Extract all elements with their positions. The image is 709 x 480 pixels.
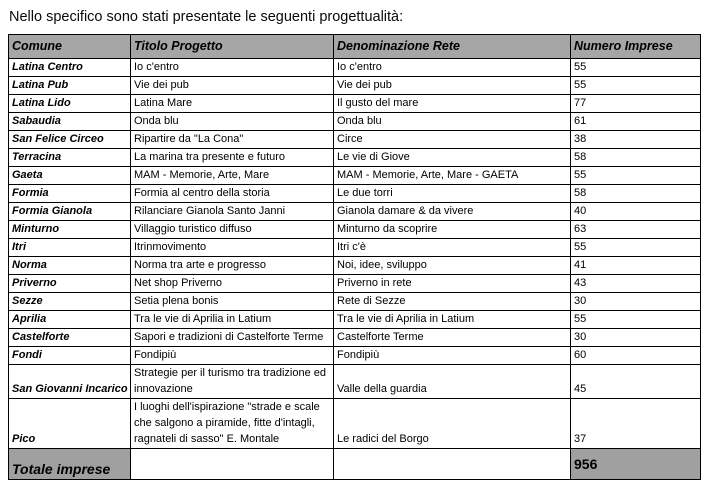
table-row (9, 95, 701, 113)
comune-cell: Sabaudia (9, 113, 131, 131)
table-row (9, 185, 701, 203)
imprese-cell: 77 (571, 95, 701, 113)
table-row (9, 221, 701, 239)
comune-cell: San Giovanni Incarico (9, 365, 131, 399)
imprese-cell: 55 (571, 77, 701, 95)
rete-cell: MAM - Memorie, Arte, Mare - GAETA (334, 167, 571, 185)
imprese-cell: 30 (571, 293, 701, 311)
titolo-cell: Strategie per il turismo tra tradizione ed innovazione (131, 365, 334, 399)
titolo-cell: Norma tra arte e progresso (131, 257, 334, 275)
titolo-cell: Itrinmovimento (131, 239, 334, 257)
rete-cell: Vie dei pub (334, 77, 571, 95)
comune-cell: Formia Gianola (9, 203, 131, 221)
rete-cell: Noi, idee, sviluppo (334, 257, 571, 275)
table-row (9, 329, 701, 347)
imprese-cell: 41 (571, 257, 701, 275)
titolo-cell: Latina Mare (131, 95, 334, 113)
titolo-cell: Villaggio turistico diffuso (131, 221, 334, 239)
rete-cell: Il gusto del mare (334, 95, 571, 113)
table-row (9, 365, 701, 399)
table-row (9, 113, 701, 131)
rete-cell: Priverno in rete (334, 275, 571, 293)
comune-cell: Aprilia (9, 311, 131, 329)
comune-cell: Fondi (9, 347, 131, 365)
table-row (9, 131, 701, 149)
titolo-cell: Io c'entro (131, 59, 334, 77)
rete-cell: Rete di Sezze (334, 293, 571, 311)
comune-cell: Castelforte (9, 329, 131, 347)
header-comune: Comune (9, 35, 131, 59)
total-value: 956 (571, 449, 701, 480)
comune-cell: Terracina (9, 149, 131, 167)
titolo-cell: Ripartire da "La Cona" (131, 131, 334, 149)
comune-cell: Latina Lido (9, 95, 131, 113)
total-label: Totale imprese (9, 449, 131, 480)
rete-cell: Itri c'è (334, 239, 571, 257)
header-denominazione-rete: Denominazione Rete (334, 35, 571, 59)
imprese-cell: 38 (571, 131, 701, 149)
imprese-cell: 55 (571, 167, 701, 185)
rete-cell: Tra le vie di Aprilia in Latium (334, 311, 571, 329)
rete-cell: Minturno da scoprire (334, 221, 571, 239)
imprese-cell: 30 (571, 329, 701, 347)
titolo-cell: MAM - Memorie, Arte, Mare (131, 167, 334, 185)
table-row (9, 149, 701, 167)
total-empty-rete (334, 449, 571, 480)
comune-cell: Itri (9, 239, 131, 257)
table-row (9, 203, 701, 221)
titolo-cell: Sapori e tradizioni di Castelforte Terme (131, 329, 334, 347)
imprese-cell: 45 (571, 365, 701, 399)
comune-cell: Sezze (9, 293, 131, 311)
comune-cell: Latina Pub (9, 77, 131, 95)
titolo-cell: La marina tra presente e futuro (131, 149, 334, 167)
header-row (9, 35, 701, 59)
rete-cell: Gianola damare & da vivere (334, 203, 571, 221)
imprese-cell: 43 (571, 275, 701, 293)
titolo-cell: Setia plena bonis (131, 293, 334, 311)
table-row (9, 167, 701, 185)
comune-cell: San Felice Circeo (9, 131, 131, 149)
imprese-cell: 55 (571, 311, 701, 329)
titolo-cell: Rilanciare Gianola Santo Janni (131, 203, 334, 221)
imprese-cell: 58 (571, 185, 701, 203)
table-row (9, 293, 701, 311)
document-page (0, 8, 709, 477)
table-row (9, 399, 701, 449)
total-row (9, 449, 701, 480)
comune-cell: Gaeta (9, 167, 131, 185)
titolo-cell: Tra le vie di Aprilia in Latium (131, 311, 334, 329)
rete-cell: Circe (334, 131, 571, 149)
imprese-cell: 63 (571, 221, 701, 239)
imprese-cell: 37 (571, 399, 701, 449)
titolo-cell: Onda blu (131, 113, 334, 131)
rete-cell: Valle della guardia (334, 365, 571, 399)
rete-cell: Io c'entro (334, 59, 571, 77)
page-title: Nello specifico sono stati presentate le seguenti progettualità: (9, 9, 404, 25)
comune-cell: Priverno (9, 275, 131, 293)
comune-cell: Norma (9, 257, 131, 275)
comune-cell: Minturno (9, 221, 131, 239)
comune-cell: Pico (9, 399, 131, 449)
titolo-cell: Vie dei pub (131, 77, 334, 95)
table-row (9, 77, 701, 95)
imprese-cell: 60 (571, 347, 701, 365)
header-titolo-progetto: Titolo Progetto (131, 35, 334, 59)
imprese-cell: 61 (571, 113, 701, 131)
table-body (9, 59, 701, 480)
table-row (9, 239, 701, 257)
rete-cell: Le vie di Giove (334, 149, 571, 167)
imprese-cell: 55 (571, 239, 701, 257)
projects-table (8, 34, 701, 480)
titolo-cell: Fondipiù (131, 347, 334, 365)
table-row (9, 275, 701, 293)
imprese-cell: 58 (571, 149, 701, 167)
rete-cell: Le due torri (334, 185, 571, 203)
total-empty-titolo (131, 449, 334, 480)
titolo-cell: I luoghi dell'ispirazione "strade e scale che salgono a piramide, fitte d'intagli, ragnateli di sasso" E. Montale (131, 399, 334, 449)
comune-cell: Formia (9, 185, 131, 203)
header-numero-imprese: Numero Imprese (571, 35, 701, 59)
titolo-cell: Formia al centro della storia (131, 185, 334, 203)
imprese-cell: 55 (571, 59, 701, 77)
table-row (9, 59, 701, 77)
rete-cell: Onda blu (334, 113, 571, 131)
rete-cell: Fondipiù (334, 347, 571, 365)
table-row (9, 311, 701, 329)
table-row (9, 257, 701, 275)
rete-cell: Le radici del Borgo (334, 399, 571, 449)
imprese-cell: 40 (571, 203, 701, 221)
comune-cell: Latina Centro (9, 59, 131, 77)
table-row (9, 347, 701, 365)
rete-cell: Castelforte Terme (334, 329, 571, 347)
titolo-cell: Net shop Priverno (131, 275, 334, 293)
